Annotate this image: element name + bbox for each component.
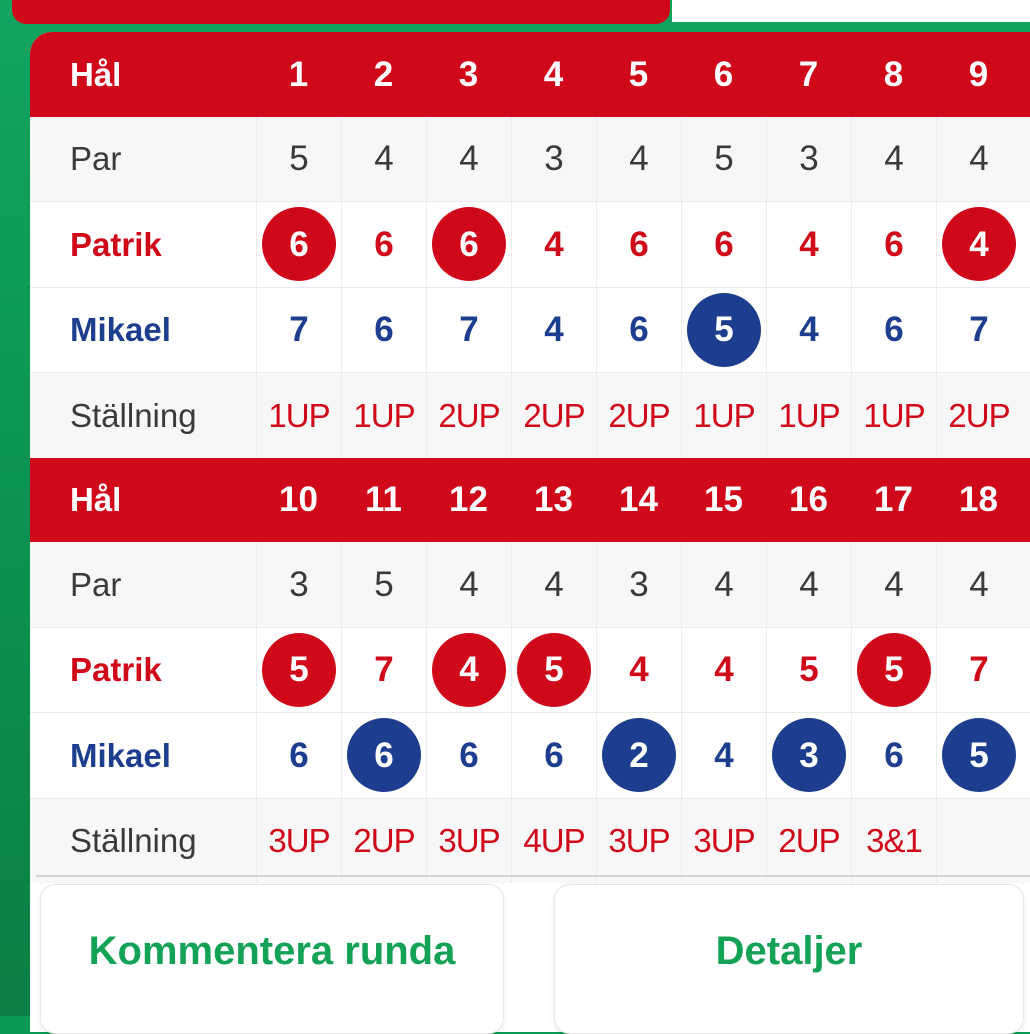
player1-score xyxy=(511,628,596,713)
cell-value: 4 xyxy=(544,564,564,604)
cell-value: 7 xyxy=(289,310,309,350)
hole-number xyxy=(681,32,766,117)
comment-round-label: Kommentera runda xyxy=(88,929,456,973)
cell-value: 4 xyxy=(629,139,649,179)
cell-value: 6 xyxy=(884,224,904,264)
cell-value: 5 xyxy=(628,54,649,94)
cell-value: 1UP xyxy=(863,396,925,434)
front-player2-scores xyxy=(256,288,1021,373)
player1-score xyxy=(426,628,511,713)
par-cell xyxy=(511,542,596,627)
par-cell xyxy=(936,117,1021,202)
hole-number xyxy=(936,32,1021,117)
standing-cell xyxy=(256,799,341,884)
cell-value: 6 xyxy=(629,310,649,350)
header-strip-red xyxy=(12,0,670,24)
section-divider xyxy=(36,875,1030,877)
cell-value: 4 xyxy=(969,564,989,604)
par-cell xyxy=(681,117,766,202)
cell-value: 4 xyxy=(969,139,989,179)
cell-value: 7 xyxy=(459,310,479,350)
player2-score xyxy=(681,713,766,798)
cell-value: 3UP xyxy=(608,822,670,860)
hole-winner-circle: 5 xyxy=(262,633,336,707)
cell-value: 6 xyxy=(714,224,734,264)
hole-number xyxy=(511,458,596,543)
back-standing-row xyxy=(30,799,1030,884)
hole-number xyxy=(851,458,936,543)
cell-value: 1 xyxy=(288,54,309,94)
player2-score xyxy=(851,713,936,798)
hole-number xyxy=(596,32,681,117)
standing-cell xyxy=(256,373,341,458)
par-cell xyxy=(341,117,426,202)
standing-cell xyxy=(766,799,851,884)
front-player2-row[interactable] xyxy=(30,288,1030,374)
standing-cell xyxy=(936,799,1021,884)
hole-number xyxy=(596,458,681,543)
player1-score xyxy=(426,202,511,287)
player1-score xyxy=(256,628,341,713)
hole-number xyxy=(936,458,1021,543)
standing-cell xyxy=(936,373,1021,458)
player2-score xyxy=(936,288,1021,373)
cell-value: 3 xyxy=(289,564,309,604)
hole-number xyxy=(851,32,936,117)
player1-score xyxy=(256,202,341,287)
cell-value: 6 xyxy=(629,224,649,264)
cell-value: 6 xyxy=(884,310,904,350)
hole-winner-circle: 6 xyxy=(262,207,336,281)
cell-value: 6 xyxy=(374,310,394,350)
details-label: Detaljer xyxy=(715,929,863,973)
back-standing-cells xyxy=(256,799,1021,884)
par-cell xyxy=(511,117,596,202)
cell-value: 2UP xyxy=(438,396,500,434)
cell-value: 1UP xyxy=(353,396,415,434)
cell-value: 4 xyxy=(459,139,479,179)
front-par-row xyxy=(30,117,1030,203)
par-cell xyxy=(851,542,936,627)
cell-value: 6 xyxy=(713,54,734,94)
cell-value: 6 xyxy=(459,735,479,775)
hole-winner-circle: 5 xyxy=(687,293,761,367)
cell-value: 18 xyxy=(959,480,998,520)
player1-score xyxy=(341,628,426,713)
par-label: Par xyxy=(70,565,122,603)
player1-score xyxy=(936,202,1021,287)
cell-value: 4 xyxy=(629,650,649,690)
standing-cell xyxy=(426,799,511,884)
cell-value: 15 xyxy=(704,480,743,520)
cell-value: 4 xyxy=(459,564,479,604)
player1-score xyxy=(681,202,766,287)
player1-score xyxy=(766,202,851,287)
player1-score xyxy=(511,202,596,287)
player2-name: Mikael xyxy=(70,736,171,774)
player2-score xyxy=(766,288,851,373)
par-cell xyxy=(341,542,426,627)
hole-winner-circle: 6 xyxy=(432,207,506,281)
standing-cell xyxy=(511,799,596,884)
player1-score xyxy=(596,202,681,287)
cell-value: 14 xyxy=(619,480,658,520)
front-hole-cells xyxy=(256,32,1021,117)
hole-header-label: Hål xyxy=(70,481,122,519)
cell-value: 7 xyxy=(798,54,819,94)
par-cell xyxy=(681,542,766,627)
cell-value: 1UP xyxy=(693,396,755,434)
cell-value: 11 xyxy=(365,480,402,520)
par-cell xyxy=(426,542,511,627)
cell-value: 4 xyxy=(544,224,564,264)
cell-value: 2 xyxy=(373,54,394,94)
hole-number xyxy=(511,32,596,117)
hole-number xyxy=(766,32,851,117)
cell-value: 4 xyxy=(799,310,819,350)
par-cell xyxy=(256,542,341,627)
back-par-row xyxy=(30,542,1030,628)
cell-value: 6 xyxy=(289,735,309,775)
hole-number xyxy=(426,32,511,117)
cell-value: 3 xyxy=(799,139,819,179)
cell-value: 4 xyxy=(714,735,734,775)
cell-value: 4 xyxy=(884,564,904,604)
player2-score xyxy=(511,713,596,798)
cell-value: 4 xyxy=(543,54,564,94)
standing-cell xyxy=(426,373,511,458)
cell-value: 3UP xyxy=(438,822,500,860)
standing-cell xyxy=(851,373,936,458)
player1-score xyxy=(851,202,936,287)
player1-score xyxy=(766,628,851,713)
cell-value: 3 xyxy=(544,139,564,179)
standing-cell xyxy=(596,799,681,884)
player2-score xyxy=(341,713,426,798)
hole-number xyxy=(681,458,766,543)
standing-cell xyxy=(596,373,681,458)
hole-number xyxy=(256,32,341,117)
player2-score xyxy=(596,288,681,373)
cell-value: 3UP xyxy=(268,822,330,860)
player2-score xyxy=(766,713,851,798)
par-cell xyxy=(426,117,511,202)
cell-value: 5 xyxy=(714,139,734,179)
cell-value: 17 xyxy=(874,480,913,520)
cell-value: 1UP xyxy=(778,396,840,434)
cell-value: 4UP xyxy=(523,822,585,860)
cell-value: 4 xyxy=(714,650,734,690)
par-cell xyxy=(851,117,936,202)
player2-score xyxy=(256,713,341,798)
hole-winner-circle: 3 xyxy=(772,718,846,792)
player1-score xyxy=(681,628,766,713)
standing-cell xyxy=(341,373,426,458)
hole-winner-circle: 2 xyxy=(602,718,676,792)
hole-number xyxy=(426,458,511,543)
front-player1-row[interactable] xyxy=(30,202,1030,288)
cell-value: 2UP xyxy=(948,396,1010,434)
par-cell xyxy=(766,542,851,627)
cell-value: 12 xyxy=(449,480,488,520)
cell-value: 3&1 xyxy=(866,822,922,860)
hole-winner-circle: 5 xyxy=(857,633,931,707)
player2-name: Mikael xyxy=(70,311,171,349)
standing-cell xyxy=(341,799,426,884)
front-standing-row xyxy=(30,373,1030,458)
scorecard-table xyxy=(30,32,1030,883)
cell-value: 7 xyxy=(374,650,394,690)
cell-value: 7 xyxy=(969,650,989,690)
cell-value: 6 xyxy=(544,735,564,775)
hole-number xyxy=(341,32,426,117)
cell-value: 3 xyxy=(629,564,649,604)
cell-value: 6 xyxy=(374,224,394,264)
cell-value: 5 xyxy=(374,564,394,604)
back-player1-row[interactable] xyxy=(30,628,1030,714)
cell-value: 2UP xyxy=(353,822,415,860)
cell-value: 3UP xyxy=(693,822,755,860)
player2-score xyxy=(851,288,936,373)
cell-value: 6 xyxy=(884,735,904,775)
par-label: Par xyxy=(70,140,122,178)
player1-score xyxy=(341,202,426,287)
details-button[interactable] xyxy=(554,884,1024,1034)
header-strip-white xyxy=(672,0,1030,22)
standing-cell xyxy=(681,799,766,884)
standing-cell xyxy=(681,373,766,458)
cell-value: 4 xyxy=(374,139,394,179)
par-cell xyxy=(596,542,681,627)
back-hole-row xyxy=(30,458,1030,543)
front-hole-row xyxy=(30,32,1030,117)
standing-label: Ställning xyxy=(70,396,197,434)
player2-score xyxy=(596,713,681,798)
hole-winner-circle: 4 xyxy=(942,207,1016,281)
player2-score xyxy=(681,288,766,373)
hole-winner-circle: 4 xyxy=(432,633,506,707)
cell-value: 16 xyxy=(789,480,828,520)
cell-value: 4 xyxy=(799,224,819,264)
cell-value: 7 xyxy=(969,310,989,350)
hole-winner-circle: 6 xyxy=(347,718,421,792)
par-cell xyxy=(936,542,1021,627)
cell-value: 4 xyxy=(799,564,819,604)
cell-value: 2UP xyxy=(523,396,585,434)
cell-value: 9 xyxy=(968,54,989,94)
cell-value: 10 xyxy=(279,480,318,520)
par-cell xyxy=(596,117,681,202)
cell-value: 1UP xyxy=(268,396,330,434)
hole-number xyxy=(766,458,851,543)
cell-value: 4 xyxy=(884,139,904,179)
cell-value: 5 xyxy=(799,650,819,690)
player2-score xyxy=(341,288,426,373)
player1-score xyxy=(596,628,681,713)
player1-name: Patrik xyxy=(70,225,162,263)
back-player2-row[interactable] xyxy=(30,713,1030,799)
player1-name: Patrik xyxy=(70,651,162,689)
standing-cell xyxy=(766,373,851,458)
player1-score xyxy=(936,628,1021,713)
par-cell xyxy=(766,117,851,202)
front-player1-scores xyxy=(256,202,1021,287)
player2-score xyxy=(511,288,596,373)
cell-value: 2UP xyxy=(608,396,670,434)
hole-winner-circle: 5 xyxy=(942,718,1016,792)
back-player2-scores xyxy=(256,713,1021,798)
par-cell xyxy=(256,117,341,202)
back-hole-cells xyxy=(256,458,1021,543)
cell-value: 4 xyxy=(544,310,564,350)
cell-value: 8 xyxy=(883,54,904,94)
player2-score xyxy=(256,288,341,373)
cell-value: 5 xyxy=(289,139,309,179)
hole-number xyxy=(256,458,341,543)
front-par-cells xyxy=(256,117,1021,202)
cell-value: 4 xyxy=(714,564,734,604)
cell-value: 13 xyxy=(534,480,573,520)
standing-cell xyxy=(511,373,596,458)
scorecard-card xyxy=(30,32,1030,1032)
comment-round-button[interactable] xyxy=(40,884,504,1034)
standing-cell xyxy=(851,799,936,884)
player1-score xyxy=(851,628,936,713)
player2-score xyxy=(426,713,511,798)
hole-header-label: Hål xyxy=(70,55,122,93)
standing-label: Ställning xyxy=(70,822,197,860)
player2-score xyxy=(936,713,1021,798)
cell-value: 3 xyxy=(458,54,479,94)
back-par-cells xyxy=(256,542,1021,627)
player2-score xyxy=(426,288,511,373)
hole-number xyxy=(341,458,426,543)
back-player1-scores xyxy=(256,628,1021,713)
front-standing-cells xyxy=(256,373,1021,458)
hole-winner-circle: 5 xyxy=(517,633,591,707)
cell-value: 2UP xyxy=(778,822,840,860)
